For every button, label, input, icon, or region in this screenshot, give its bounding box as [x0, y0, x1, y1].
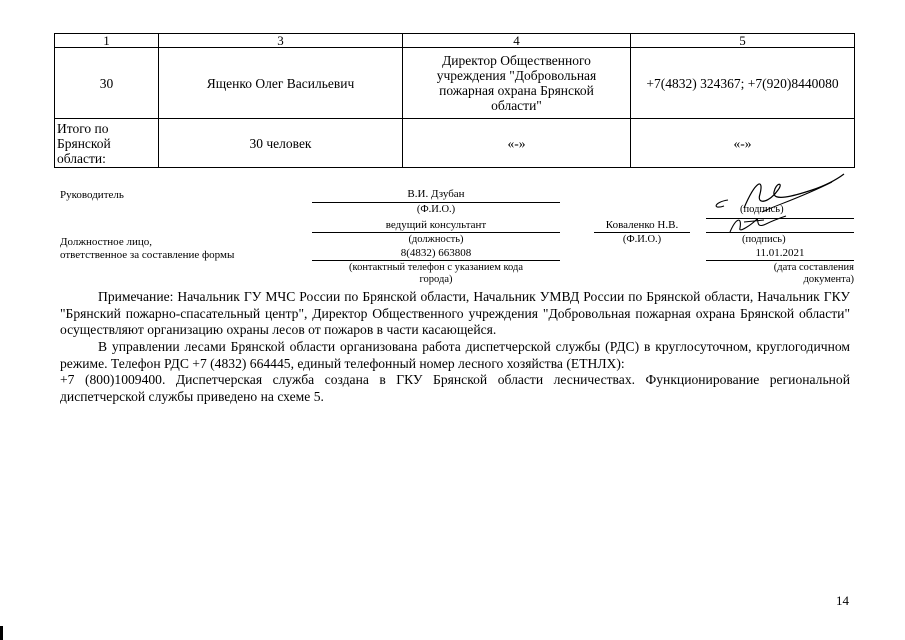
- dispatch-phone-paragraph: +7 (800)1009400. Диспетчерская служба создана в ГКУ Брянской области лесничествах. Функционирование региональной диспетчерской службы приведено на схеме 5.: [60, 372, 850, 404]
- signature-2-rule: [706, 232, 854, 233]
- total-count-cell: 30 человек: [159, 119, 403, 168]
- head-label: Руководитель: [60, 189, 124, 201]
- row-number-cell: 30: [55, 48, 159, 119]
- position-line: Директор Общественного: [442, 53, 591, 68]
- official-position-caption: (должность): [408, 234, 464, 245]
- position-line: пожарная охрана Брянской: [439, 83, 594, 98]
- staff-table: [54, 33, 855, 168]
- table-row: [55, 48, 855, 119]
- document-date-rule: [706, 260, 854, 261]
- position-line: области": [491, 98, 542, 113]
- dispatch-paragraph: В управлении лесами Брянской области организована работа диспетчерской службы (РДС) в круглосуточном, круглогодичном режиме. Телефон РДС +7 (4832) 664445, единый телефонный номер лесного хозяйства (ЕТНЛХ):: [60, 339, 850, 371]
- total-col4-cell: «-»: [403, 119, 631, 168]
- page-number: 14: [836, 593, 849, 608]
- header-cell-4: 4: [403, 34, 631, 48]
- date-caption-line: документа): [803, 274, 854, 285]
- total-label-line: Брянской: [57, 135, 111, 151]
- scan-edge-mark: [0, 626, 3, 640]
- signature-2-caption: (подпись): [742, 234, 786, 245]
- head-name: В.И. Дзубан: [407, 188, 465, 200]
- official-position-rule: [312, 232, 560, 233]
- official-position: ведущий консультант: [385, 219, 487, 231]
- signature-1-caption: (подпись): [740, 204, 784, 215]
- header-cell-5: 5: [631, 34, 855, 48]
- document-date: 11.01.2021: [755, 247, 805, 259]
- person-name-cell: Ященко Олег Васильевич: [159, 48, 403, 119]
- note-paragraph: Примечание: Начальник ГУ МЧС России по Брянской области, Начальник УМВД России по Брянской области, Начальник ГКУ "Брянский пожарно-спасательный центр", Директор Общественного учреждения "Добровольная пожарная охрана Брянской области" осуществляют организацию охраны лесов от пожаров в части касающейся.: [60, 289, 850, 337]
- header-cell-3: 3: [159, 34, 403, 48]
- official-label: [60, 236, 234, 262]
- date-caption-line: (дата составления: [773, 262, 854, 273]
- document-date-caption: [706, 262, 854, 286]
- official-label-line: Должностное лицо,: [60, 236, 152, 248]
- official-name-caption: (Ф.И.О.): [622, 234, 662, 245]
- position-cell: [403, 48, 631, 119]
- total-label-cell: [55, 119, 159, 168]
- table-header-row: [55, 34, 855, 48]
- header-cell-1: 1: [55, 34, 159, 48]
- official-name-rule: [594, 232, 690, 233]
- official-label-line: ответственное за составление формы: [60, 249, 235, 261]
- head-name-rule: [312, 202, 560, 203]
- total-label-line: Итого по: [57, 120, 109, 136]
- position-line: учреждения "Добровольная: [436, 68, 597, 83]
- phones-cell: +7(4832) 324367; +7(920)8440080: [631, 48, 855, 119]
- phone-caption-line: (контактный телефон с указанием кода: [349, 262, 523, 273]
- official-phone: 8(4832) 663808: [400, 247, 472, 259]
- head-name-caption: (Ф.И.О.): [416, 204, 456, 215]
- total-label-line: области:: [57, 150, 106, 166]
- phone-caption-line: города): [419, 274, 453, 285]
- official-name: Коваленко Н.В.: [605, 219, 679, 231]
- official-phone-rule: [312, 260, 560, 261]
- total-col5-cell: «-»: [631, 119, 855, 168]
- official-phone-caption: [312, 262, 560, 286]
- table-total-row: [55, 119, 855, 168]
